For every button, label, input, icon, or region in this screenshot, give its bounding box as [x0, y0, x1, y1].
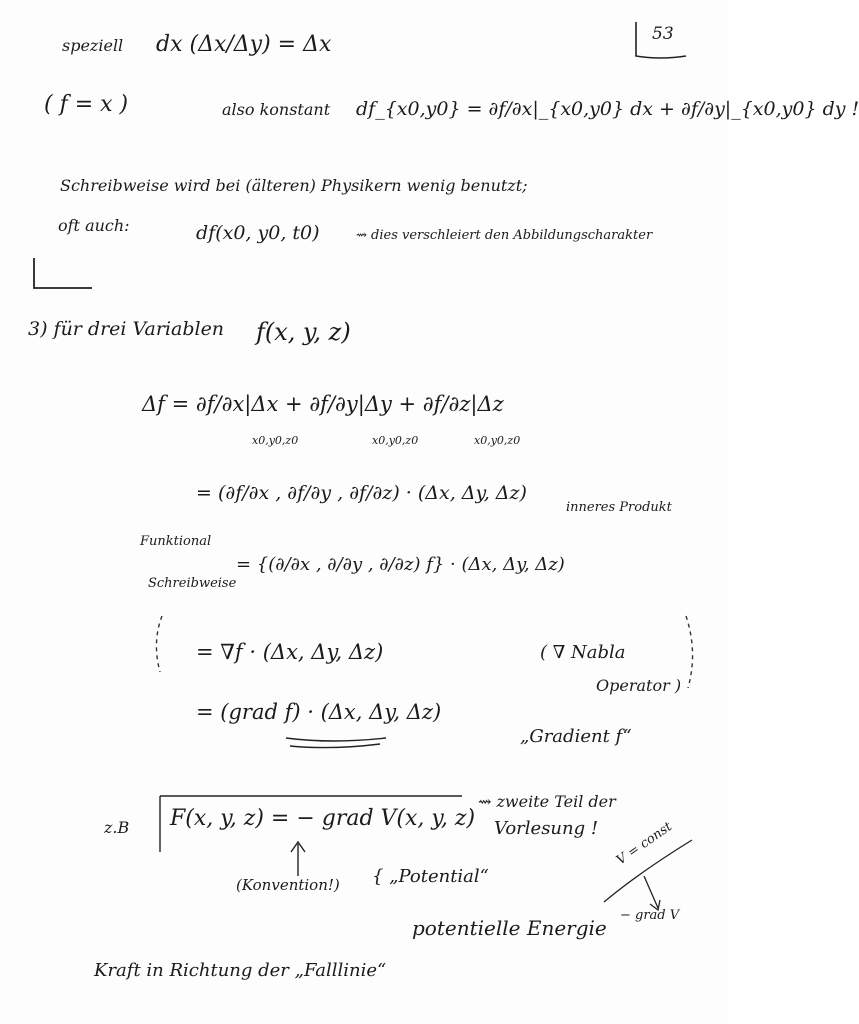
zweite-teil-note: ⇝ zweite Teil der [478, 792, 616, 811]
eq1-evaluation-point-2: x0,y0,z0 [372, 434, 419, 447]
v-const-label: V = const [614, 819, 675, 869]
total-differential-formula: df_{x0,y0} = ∂f/∂x|_{x0,y0} dx + ∂f/∂y|_{x0,y0} dy ! [356, 98, 859, 120]
gradient-dot-product-equation: = (∂f/∂x , ∂f/∂y , ∂f/∂z) · (Δx, Δy, Δz) [196, 482, 527, 504]
abbildungscharakter-remark: ⇝ dies verschleiert den Abbildungscharakter [356, 228, 653, 243]
kraft-richtung-falllinie: Kraft in Richtung der „Falllinie“ [94, 960, 387, 981]
operator-notation-equation: = {(∂/∂x , ∂/∂y , ∂/∂z) f} · (Δx, Δy, Δz) [236, 554, 565, 575]
section-end-mark [26, 254, 98, 294]
potentielle-energie-note: potentielle Energie [412, 916, 607, 940]
nabla-note-line1: ( ∇ Nabla [540, 642, 626, 663]
dashed-bracket-right [682, 612, 702, 692]
eq1-evaluation-point-3: x0,y0,z0 [474, 434, 521, 447]
eq1-evaluation-point-1: x0,y0,z0 [252, 434, 299, 447]
page-number: 53 [652, 24, 674, 44]
section-3-heading: 3) für drei Variablen [28, 318, 225, 340]
potential-note: { „Potential“ [372, 866, 489, 887]
oft-auch: oft auch: [58, 216, 130, 235]
minus-grad-v-label: − grad V [620, 908, 680, 923]
f-of-xyz: f(x, y, z) [256, 318, 351, 346]
df-x0-y0-t0: df(x0, y0, t0) [196, 222, 320, 244]
f-equals-x: ( f = x ) [44, 92, 129, 117]
schreibweise-remark: Schreibweise wird bei (älteren) Physikern wenig benutzt; [60, 176, 528, 195]
grad-f-underline [282, 732, 392, 752]
zb-label: z.B [104, 818, 130, 837]
schreibweise-label: Schreibweise [148, 576, 237, 591]
force-equation: F(x, y, z) = − grad V(x, y, z) [170, 806, 476, 831]
funktional-label: Funktional [140, 534, 212, 549]
speziell-word: speziell [62, 36, 124, 55]
dashed-bracket-left [148, 612, 168, 676]
line1-formula: dx (Δx/Δy) = Δx [156, 32, 332, 57]
nabla-note-line2: Operator ) [596, 676, 682, 695]
also-konstant: also konstant [222, 100, 331, 119]
konvention-note: (Konvention!) [236, 876, 340, 894]
grad-f-equation: = (grad f) · (Δx, Δy, Δz) [196, 700, 442, 724]
gradient-f-note: „Gradient f“ [520, 726, 632, 747]
delta-f-equation: Δf = ∂f/∂x|Δx + ∂f/∂y|Δy + ∂f/∂z|Δz [142, 392, 504, 416]
konvention-arrow [286, 838, 310, 878]
vorlesung-note: Vorlesung ! [494, 818, 599, 839]
nabla-equation: = ∇f · (Δx, Δy, Δz) [196, 640, 384, 664]
inneres-produkt-note: inneres Produkt [566, 500, 672, 515]
